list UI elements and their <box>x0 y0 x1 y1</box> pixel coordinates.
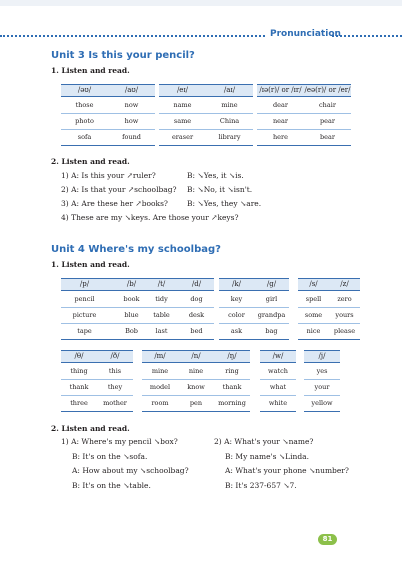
unit4-right-line4: B: It's 237-657 ↘7. <box>225 481 297 490</box>
phoneme-symbol: /eɪ/ <box>176 86 189 94</box>
example-word: ask <box>230 327 243 335</box>
example-word: table <box>153 311 170 319</box>
table-bottom-rule <box>298 339 360 340</box>
phoneme-symbol: /n/ <box>191 352 201 360</box>
phoneme-symbol: /aɪ/ <box>223 86 236 94</box>
top-band <box>0 0 402 6</box>
example-word: zero <box>337 295 352 303</box>
example-word: nice <box>306 327 321 335</box>
table-bottom-rule <box>61 411 133 412</box>
row-divider <box>61 379 133 380</box>
example-word: bag <box>265 327 278 335</box>
example-word: girl <box>265 295 278 303</box>
unit4-right-line1: 2) A: What's your ↘name? <box>214 437 314 446</box>
example-word: watch <box>268 367 288 375</box>
row-divider <box>61 129 155 130</box>
unit3-dialog-a1: 1) A: Is this your ↗ruler? <box>61 171 156 180</box>
row-divider <box>144 323 214 324</box>
unit4-left-line2: B: It's on the ↘sofa. <box>72 452 148 461</box>
row-divider <box>142 379 250 380</box>
unit4-right-line3: A: What's your phone ↘number? <box>225 466 349 475</box>
example-word: photo <box>75 117 94 125</box>
unit3-dialog-a2: 2) A: Is that your ↗schoolbag? <box>61 185 177 194</box>
phoneme-symbol: /s/ <box>309 280 318 288</box>
phoneme-symbol: /b/ <box>126 280 137 288</box>
example-word: tidy <box>155 295 168 303</box>
example-word: bed <box>190 327 203 335</box>
row-divider <box>61 323 155 324</box>
header-dotted-rule-right <box>332 35 402 37</box>
example-word: chair <box>319 101 336 109</box>
unit3-dialog-a3: 3) A: Are these her ↗books? <box>61 199 168 208</box>
unit4-title: Unit 4 Where's my schoolbag? <box>51 244 221 255</box>
example-word: yes <box>316 367 328 375</box>
phoneme-symbol: /aʊ/ <box>124 86 139 94</box>
row-divider <box>260 395 296 396</box>
example-word: mine <box>221 101 238 109</box>
example-word: key <box>230 295 243 303</box>
unit3-title: Unit 3 Is this your pencil? <box>51 50 195 61</box>
example-word: library <box>218 133 241 141</box>
phoneme-table <box>260 350 296 411</box>
example-word: Bob <box>125 327 138 335</box>
example-word: pencil <box>74 295 95 303</box>
example-word: dog <box>190 295 203 303</box>
table-bottom-rule <box>257 145 351 146</box>
example-word: your <box>314 383 330 391</box>
unit3-dialog-b3: B: ↘Yes, they ↘are. <box>187 199 262 208</box>
example-word: eraser <box>171 133 194 141</box>
example-word: thank <box>222 383 242 391</box>
example-word: three <box>70 399 88 407</box>
header-dotted-rule-left <box>0 35 265 37</box>
row-divider <box>260 379 296 380</box>
phoneme-symbol: /θ/ <box>74 352 84 360</box>
example-word: spell <box>305 295 322 303</box>
row-divider <box>144 307 214 308</box>
table-bottom-rule <box>260 411 296 412</box>
example-word: now <box>124 101 139 109</box>
example-word: found <box>122 133 141 141</box>
phoneme-table <box>61 350 133 411</box>
example-word: this <box>108 367 122 375</box>
phoneme-symbol: /ð/ <box>110 352 120 360</box>
row-divider <box>304 395 340 396</box>
phoneme-table <box>257 84 351 145</box>
table-bottom-rule <box>159 145 253 146</box>
section-title: Pronunciation <box>270 29 341 39</box>
phoneme-symbol: /əʊ/ <box>77 86 92 94</box>
example-word: thing <box>70 367 88 375</box>
example-word: dear <box>273 101 288 109</box>
table-bottom-rule <box>219 339 289 340</box>
example-word: book <box>123 295 140 303</box>
row-divider <box>298 307 360 308</box>
phoneme-table <box>61 84 155 145</box>
phoneme-symbol: /ɪə(r)/ or /ɪr/ <box>259 86 302 94</box>
example-word: morning <box>218 399 246 407</box>
row-divider <box>159 113 253 114</box>
example-word: China <box>219 117 240 125</box>
row-divider <box>61 395 133 396</box>
phoneme-table <box>159 84 253 145</box>
row-divider <box>298 323 360 324</box>
unit4-task1-heading: 1. Listen and read. <box>51 260 130 269</box>
example-word: yours <box>335 311 354 319</box>
row-divider <box>257 129 351 130</box>
example-word: near <box>272 117 288 125</box>
phoneme-symbol: /g/ <box>266 280 277 288</box>
example-word: ring <box>225 367 239 375</box>
example-word: nine <box>188 367 204 375</box>
phoneme-symbol: /d/ <box>191 280 202 288</box>
table-bottom-rule <box>142 411 250 412</box>
phoneme-symbol: /p/ <box>79 280 90 288</box>
phoneme-symbol: /eə(r)/ or /er/ <box>304 86 351 94</box>
phoneme-table <box>142 350 250 411</box>
example-word: they <box>107 383 123 391</box>
phoneme-table <box>304 350 340 411</box>
example-word: room <box>151 399 169 407</box>
example-word: grandpa <box>257 311 286 319</box>
phoneme-symbol: /t/ <box>157 280 166 288</box>
phoneme-symbol: /k/ <box>232 280 241 288</box>
example-word: color <box>228 311 245 319</box>
row-divider <box>142 395 250 396</box>
table-bottom-rule <box>304 411 340 412</box>
row-divider <box>61 307 155 308</box>
phoneme-table <box>298 278 360 339</box>
row-divider <box>159 129 253 130</box>
example-word: some <box>304 311 323 319</box>
unit3-dialog-a4: 4) These are my ↘keys. Are those your ↗keys? <box>61 213 239 222</box>
unit3-dialog-b1: B: ↘Yes, it ↘is. <box>187 171 244 180</box>
example-word: thank <box>69 383 89 391</box>
table-bottom-rule <box>61 145 155 146</box>
example-word: picture <box>72 311 97 319</box>
unit4-task2-heading: 2. Listen and read. <box>51 424 130 433</box>
example-word: desk <box>188 311 205 319</box>
example-word: model <box>149 383 171 391</box>
example-word: sofa <box>77 133 92 141</box>
example-word: here <box>273 133 288 141</box>
row-divider <box>304 379 340 380</box>
example-word: blue <box>124 311 139 319</box>
phoneme-table <box>144 278 214 339</box>
row-divider <box>219 307 289 308</box>
row-divider <box>61 113 155 114</box>
example-word: mine <box>151 367 169 375</box>
unit4-left-line1: 1) A: Where's my pencil ↘box? <box>61 437 178 446</box>
unit3-task1-heading: 1. Listen and read. <box>51 66 130 75</box>
row-divider <box>257 113 351 114</box>
phoneme-symbol: /w/ <box>272 352 284 360</box>
example-word: same <box>173 117 192 125</box>
phoneme-table <box>61 278 155 339</box>
table-bottom-rule <box>144 339 214 340</box>
unit4-right-line2: B: My name's ↘Linda. <box>225 452 310 461</box>
unit4-left-line3: A: How about my ↘schoolbag? <box>72 466 189 475</box>
example-word: pear <box>320 117 335 125</box>
example-word: what <box>269 383 287 391</box>
example-word: those <box>75 101 94 109</box>
example-word: name <box>173 101 192 109</box>
example-word: white <box>268 399 288 407</box>
unit3-task2-heading: 2. Listen and read. <box>51 157 130 166</box>
unit3-dialog-b2: B: ↘No, it ↘isn't. <box>187 185 253 194</box>
example-word: tape <box>77 327 92 335</box>
example-word: know <box>187 383 205 391</box>
example-word: yellow <box>311 399 333 407</box>
phoneme-symbol: /ŋ/ <box>227 352 237 360</box>
example-word: bear <box>320 133 335 141</box>
phoneme-symbol: /z/ <box>340 280 349 288</box>
row-divider <box>219 323 289 324</box>
phoneme-symbol: /j/ <box>318 352 326 360</box>
example-word: how <box>124 117 139 125</box>
example-word: last <box>155 327 168 335</box>
table-bottom-rule <box>61 339 155 340</box>
page-number: 81 <box>318 534 337 545</box>
example-word: mother <box>103 399 127 407</box>
unit4-left-line4: B: It's on the ↘table. <box>72 481 151 490</box>
example-word: please <box>333 327 356 335</box>
example-word: pen <box>189 399 203 407</box>
phoneme-table <box>219 278 289 339</box>
phoneme-symbol: /m/ <box>154 352 166 360</box>
